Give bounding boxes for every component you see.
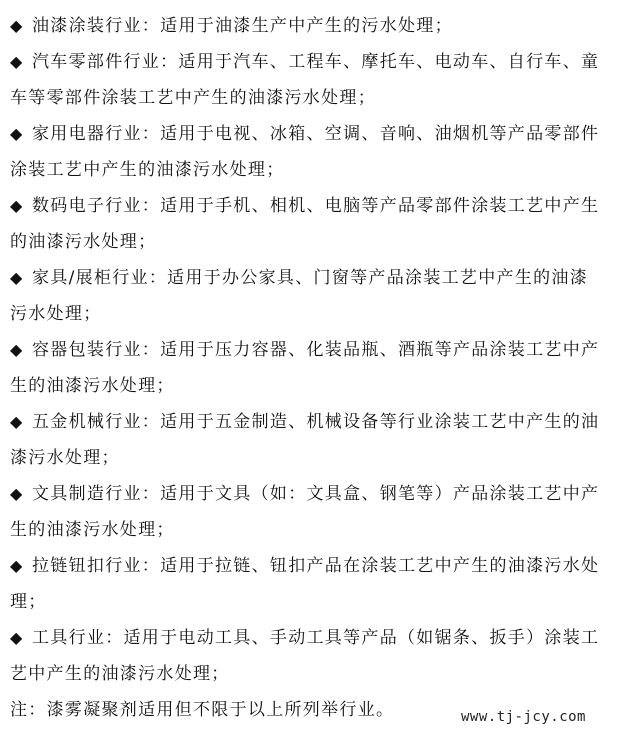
industry-item-text: 容器包装行业：适用于压力容器、化装品瓶、酒瓶等产品涂装工艺中产生的油漆污水处理；	[10, 340, 600, 396]
diamond-bullet-icon: ◆	[10, 124, 24, 143]
industry-item-stationery	[10, 476, 606, 548]
diamond-bullet-icon: ◆	[10, 412, 24, 431]
industry-item-text: 拉链钮扣行业：适用于拉链、钮扣产品在涂装工艺中产生的油漆污水处理；	[10, 556, 600, 612]
diamond-bullet-icon: ◆	[10, 268, 24, 287]
industry-item-home-appliances	[10, 116, 606, 188]
industry-item-paint-coating	[10, 8, 606, 44]
industry-item-digital-electronics	[10, 188, 606, 260]
diamond-bullet-icon: ◆	[10, 340, 24, 359]
industry-item-text: 文具制造行业：适用于文具（如：文具盒、钢笔等）产品涂装工艺中产生的油漆污水处理；	[10, 484, 600, 540]
industry-item-text: 家具/展柜行业：适用于办公家具、门窗等产品涂装工艺中产生的油漆污水处理；	[10, 268, 589, 324]
industry-item-container-packaging	[10, 332, 606, 404]
industry-item-text: 数码电子行业：适用于手机、相机、电脑等产品零部件涂装工艺中产生的油漆污水处理；	[10, 196, 600, 252]
document-body	[10, 8, 606, 728]
diamond-bullet-icon: ◆	[10, 484, 24, 503]
industry-item-hardware-machinery	[10, 404, 606, 476]
note-text: 注：漆雾凝聚剂适用但不限于以上所列举行业。	[10, 700, 395, 720]
industry-item-auto-parts	[10, 44, 606, 116]
industry-item-text: 五金机械行业：适用于五金制造、机械设备等行业涂装工艺中产生的油漆污水处理；	[10, 412, 600, 468]
industry-item-text: 汽车零部件行业：适用于汽车、工程车、摩托车、电动车、自行车、童车等零部件涂装工艺中产生的油漆污水处理；	[10, 52, 600, 108]
industry-item-furniture	[10, 260, 606, 332]
diamond-bullet-icon: ◆	[10, 556, 24, 575]
diamond-bullet-icon: ◆	[10, 628, 24, 647]
diamond-bullet-icon: ◆	[10, 52, 24, 71]
industry-item-tools	[10, 620, 606, 692]
diamond-bullet-icon: ◆	[10, 16, 24, 35]
industry-item-text: 工具行业：适用于电动工具、手动工具等产品（如锯条、扳手）涂装工艺中产生的油漆污水处理；	[10, 628, 600, 684]
industry-item-text: 家用电器行业：适用于电视、冰箱、空调、音响、油烟机等产品零部件涂装工艺中产生的油漆污水处理；	[10, 124, 600, 180]
website-watermark: www.tj-jcy.com	[460, 709, 586, 725]
industry-item-zipper-button	[10, 548, 606, 620]
diamond-bullet-icon: ◆	[10, 196, 24, 215]
industry-item-text: 油漆涂装行业：适用于油漆生产中产生的污水处理；	[32, 16, 453, 36]
